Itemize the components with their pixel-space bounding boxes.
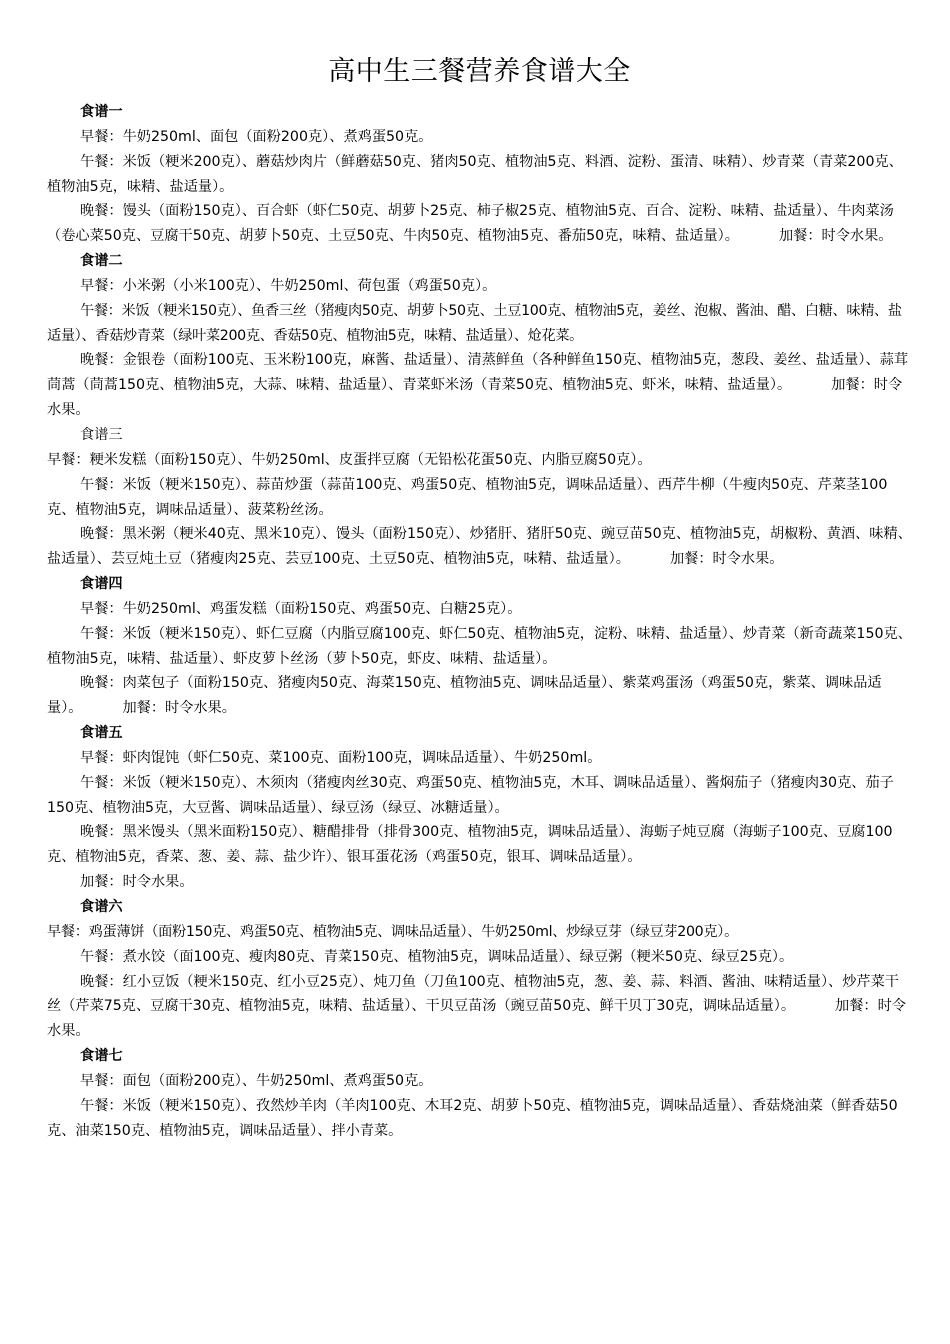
breakfast-line: 早餐：面包（面粉200克）、牛奶250ml、煮鸡蛋50克。: [80, 1072, 433, 1089]
dinner-text: 晚餐：金银卷（面粉100克、玉米粉100克，麻酱、盐适量）、清蒸鲜鱼（各种鲜鱼150克、植物油5克，葱段、姜丝、盐适量）、蒜茸茼蒿（茼蒿150克、植物油5克，大蒜、味精、盐适量）、青菜虾米汤（青菜50克、植物油5克、虾米，味精、盐适量）。: [47, 352, 909, 394]
dinner-text: 晚餐：黑米粥（粳米40克、黑米10克）、馒头（面粉150克）、炒猪肝、猪肝50克、豌豆苗50克、植物油5克，胡椒粉、黄酒、味精、盐适量）、芸豆炖土豆（猪瘦肉25克、芸豆100克、土豆50克、植物油5克，味精、盐适量）。: [47, 526, 912, 568]
dinner-line: [47, 199, 912, 249]
recipe-heading: 食谱三: [80, 426, 123, 443]
extra-meal-text: 加餐：时令水果。: [122, 700, 236, 717]
dinner-text: 晚餐：馒头（面粉150克）、百合虾（虾仁50克、胡萝卜25克、柿子椒25克、植物油5克、百合、淀粉、味精、盐适量）、牛肉菜汤（卷心菜50克、豆腐干50克、胡萝卜50克、土豆50克、牛肉50克、植物油5克、番茄50克，味精、盐适量）。: [47, 203, 894, 245]
recipe-heading: 食谱二: [80, 253, 123, 270]
breakfast-line: 早餐：鸡蛋薄饼（面粉150克、鸡蛋50克、植物油5克、调味品适量）、牛奶250ml、炒绿豆芽（绿豆芽200克）。: [47, 923, 738, 940]
recipe-2: [47, 249, 912, 423]
breakfast-line: 早餐：虾肉馄饨（虾仁50克、菜100克、面粉100克，调味品适量）、牛奶250ml。: [80, 749, 602, 766]
recipe-heading: 食谱四: [80, 576, 123, 593]
recipe-heading: 食谱七: [80, 1048, 123, 1065]
breakfast-line: 早餐：小米粥（小米100克）、牛奶250ml、荷包蛋（鸡蛋50克）。: [80, 277, 497, 294]
dinner-line: [47, 671, 912, 721]
recipe-heading: 食谱六: [80, 899, 123, 915]
lunch-line: 午餐：米饭（粳米200克）、蘑菇炒肉片（鲜蘑菇50克、猪肉50克、植物油5克、料酒、淀粉、蛋清、味精）、炒青菜（青菜200克、植物油5克，味精、盐适量）。: [47, 153, 903, 195]
recipe-6: [47, 895, 912, 1044]
lunch-line: 午餐：米饭（粳米150克）、木须肉（猪瘦肉丝30克、鸡蛋50克、植物油5克，木耳、调味品适量）、酱焖茄子（猪瘦肉30克、茄子150克、植物油5克，大豆酱、调味品适量）、绿豆汤（绿豆、冰糖适量）。: [47, 774, 894, 816]
extra-meal-text: 加餐：时令水果。: [778, 228, 893, 245]
extra-meal-text: 加餐：时令水果。: [669, 551, 784, 568]
breakfast-line: 早餐：牛奶250ml、面包（面粉200克）、煮鸡蛋50克。: [80, 128, 433, 145]
dinner-line: [47, 348, 912, 423]
recipe-heading: 食谱五: [80, 725, 123, 742]
dinner-line: 晚餐：黑米馒头（黑米面粉150克）、糖醋排骨（排骨300克、植物油5克，调味品适量）、海蛎子炖豆腐（海蛎子100克、豆腐100克、植物油5克，香菜、葱、姜、蒜、盐少许）、银耳蛋花汤（鸡蛋50克，银耳、调味品适量）。: [47, 824, 893, 866]
document-title: 高中生三餐营养食谱大全: [328, 56, 631, 87]
lunch-line: 午餐：米饭（粳米150克）、虾仁豆腐（内脂豆腐100克、虾仁50克、植物油5克，淀粉、味精、盐适量）、炒青菜（新奇蔬菜150克、植物油5克，味精、盐适量）、虾皮萝卜丝汤（萝卜50克，虾皮、味精、盐适量）。: [47, 625, 912, 667]
breakfast-line: 早餐：粳米发糕（面粉150克）、牛奶250ml、皮蛋拌豆腐（无铅松花蛋50克、内脂豆腐50克）。: [47, 451, 652, 468]
dinner-line: [47, 522, 912, 572]
lunch-line: 午餐：煮水饺（面100克、瘦肉80克、青菜150克、植物油5克，调味品适量）、绿豆粥（粳米50克、绿豆25克）。: [80, 948, 794, 965]
breakfast-line: 早餐：牛奶250ml、鸡蛋发糕（面粉150克、鸡蛋50克、白糖25克）。: [80, 600, 522, 617]
recipe-3: [47, 423, 912, 572]
recipe-4: [47, 572, 912, 721]
lunch-line: 午餐：米饭（粳米150克）、蒜苗炒蛋（蒜苗100克、鸡蛋50克、植物油5克，调味品适量）、西芹牛柳（牛瘦肉50克、芹菜茎100克、植物油5克，调味品适量）、菠菜粉丝汤。: [47, 476, 888, 518]
extra-meal-line: 加餐：时令水果。: [80, 874, 194, 891]
recipe-1: [47, 100, 912, 249]
recipe-heading: 食谱一: [80, 104, 123, 120]
lunch-line: 午餐：米饭（粳米150克）、鱼香三丝（猪瘦肉50克、胡萝卜50克、土豆100克、植物油5克，姜丝、泡椒、酱油、醋、白糖、味精、盐适量）、香菇炒青菜（绿叶菜200克、香菇50克、植物油5克，味精、盐适量）、炝花菜。: [47, 302, 902, 344]
recipe-5: [47, 721, 912, 895]
dinner-line: [47, 970, 912, 1045]
recipe-7: [47, 1044, 912, 1143]
dinner-text: 晚餐：肉菜包子（面粉150克、猪瘦肉50克、海菜150克、植物油5克、调味品适量）、紫菜鸡蛋汤（鸡蛋50克，紫菜、调味品适量）。: [47, 675, 882, 717]
dinner-text: 晚餐：红小豆饭（粳米150克、红小豆25克）、炖刀鱼（刀鱼100克、植物油5克，葱、姜、蒜、料酒、酱油、味精适量）、炒芹菜干丝（芹菜75克、豆腐干30克、植物油5克，味精、盐适量）、干贝豆苗汤（豌豆苗50克、鲜干贝丁30克，调味品适量）。: [47, 973, 899, 1015]
extra-meal-text: 加餐：时令水果。: [47, 377, 903, 419]
lunch-line: 午餐：米饭（粳米150克）、孜然炒羊肉（羊肉100克、木耳2克、胡萝卜50克、植物油5克，调味品适量）、香菇烧油菜（鲜香菇50克、油菜150克、植物油5克，调味品适量）、拌小青菜。: [47, 1097, 898, 1139]
extra-meal-text: 加餐：时令水果。: [47, 998, 906, 1040]
